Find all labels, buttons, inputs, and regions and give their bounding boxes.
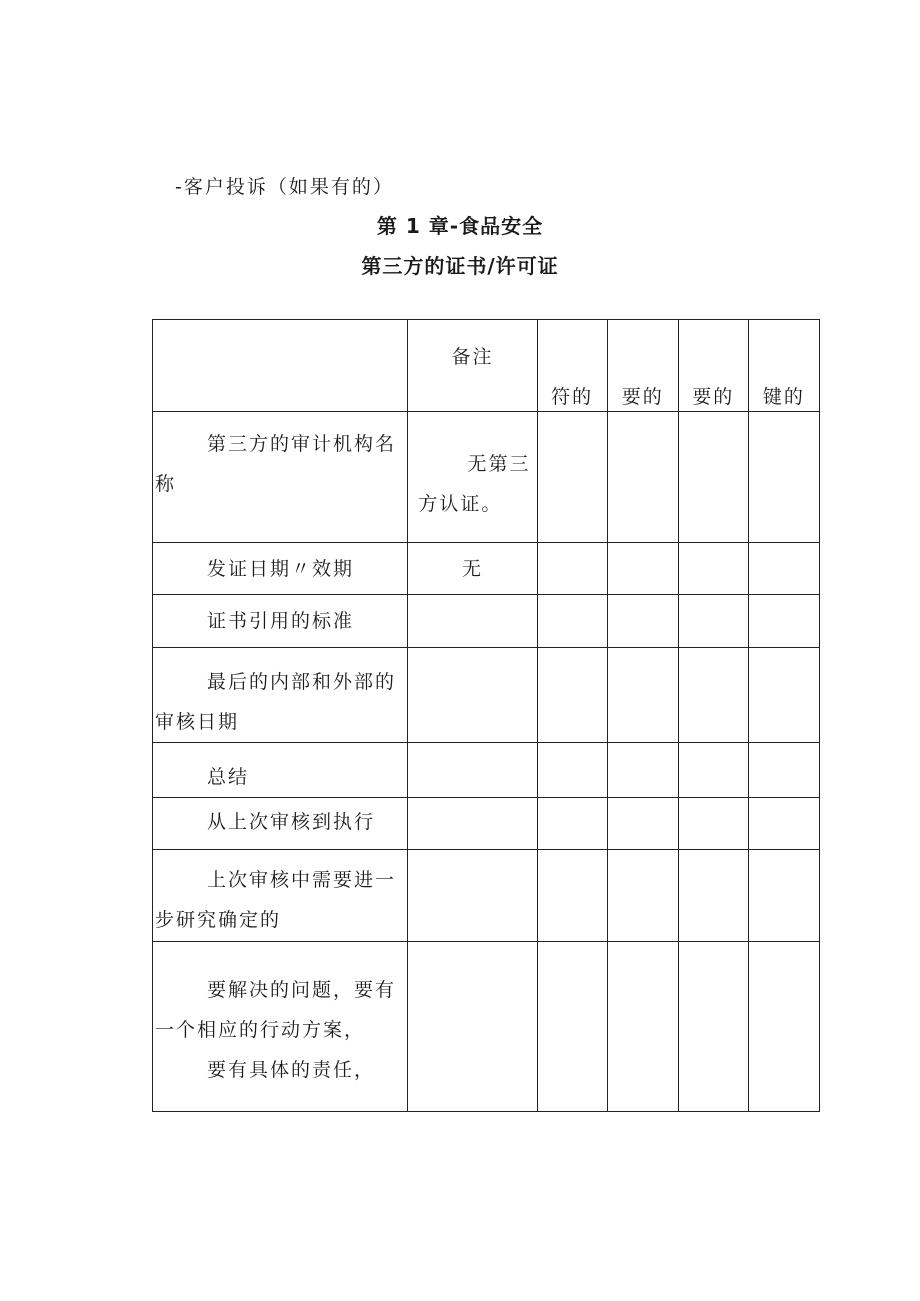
label-line: 称	[155, 473, 177, 495]
label-line: 审核日期	[155, 711, 240, 733]
row-label	[153, 412, 408, 543]
check-cell[interactable]	[537, 850, 607, 942]
check-cell[interactable]	[537, 595, 607, 648]
intro-line: -客户投诉（如果有的）	[175, 176, 394, 198]
table-row	[153, 798, 820, 850]
row-note[interactable]	[408, 743, 537, 798]
table-row	[153, 543, 820, 595]
check-cell[interactable]	[607, 850, 678, 942]
check-cell[interactable]	[748, 850, 819, 942]
header-column-4: 键的	[748, 320, 819, 412]
row-note[interactable]	[408, 850, 537, 942]
section-title: 第三方的证书/许可证	[361, 254, 559, 278]
table-header-row	[153, 320, 820, 412]
table-row	[153, 595, 820, 648]
label-line: 发证日期〃效期	[207, 558, 355, 580]
row-note[interactable]	[408, 595, 537, 648]
check-cell[interactable]	[748, 798, 819, 850]
check-cell[interactable]	[537, 798, 607, 850]
label-line: 证书引用的标准	[207, 610, 355, 632]
certificate-table	[152, 319, 820, 1112]
chapter-title: 第 1 章-食品安全	[376, 214, 544, 238]
check-cell[interactable]	[607, 743, 678, 798]
row-note	[408, 543, 537, 595]
check-cell[interactable]	[748, 942, 819, 1112]
row-note	[408, 412, 537, 543]
row-label	[153, 942, 408, 1112]
check-cell[interactable]	[678, 648, 748, 743]
check-cell[interactable]	[748, 412, 819, 543]
check-cell[interactable]	[748, 648, 819, 743]
label-line: 要有具体的责任，	[207, 1059, 376, 1081]
label-line: 上次审核中需要进一	[207, 869, 397, 891]
check-cell[interactable]	[537, 412, 607, 543]
row-label	[153, 743, 408, 798]
table-row	[153, 648, 820, 743]
label-line: 总结	[207, 766, 250, 788]
check-cell[interactable]	[748, 595, 819, 648]
table-row	[153, 850, 820, 942]
check-cell[interactable]	[607, 942, 678, 1112]
row-note[interactable]	[408, 798, 537, 850]
check-cell[interactable]	[678, 412, 748, 543]
row-label	[153, 595, 408, 648]
row-label	[153, 850, 408, 942]
check-cell[interactable]	[607, 798, 678, 850]
label-line: 第三方的审计机构名	[207, 433, 397, 455]
check-cell[interactable]	[678, 595, 748, 648]
check-cell[interactable]	[537, 648, 607, 743]
table-row	[153, 942, 820, 1112]
check-cell[interactable]	[537, 543, 607, 595]
label-line: 步研究确定的	[155, 909, 282, 931]
table-row	[153, 412, 820, 543]
row-note[interactable]	[408, 942, 537, 1112]
check-cell[interactable]	[607, 648, 678, 743]
check-cell[interactable]	[678, 850, 748, 942]
check-cell[interactable]	[678, 942, 748, 1112]
row-label	[153, 543, 408, 595]
label-line: 从上次审核到执行	[207, 811, 376, 833]
label-line: 一个相应的行动方案，	[155, 1019, 366, 1041]
header-label-cell	[153, 320, 408, 412]
header-column-2: 要的	[607, 320, 678, 412]
check-cell[interactable]	[537, 942, 607, 1112]
header-column-1: 符的	[537, 320, 607, 412]
check-cell[interactable]	[678, 543, 748, 595]
note-line: 无第三	[467, 453, 531, 475]
check-cell[interactable]	[537, 743, 607, 798]
check-cell[interactable]	[607, 543, 678, 595]
label-line: 要解决的问题，要有	[207, 979, 397, 1001]
header-column-3: 要的	[678, 320, 748, 412]
check-cell[interactable]	[607, 595, 678, 648]
note-line: 无	[461, 558, 483, 580]
row-note[interactable]	[408, 648, 537, 743]
note-line: 方认证。	[418, 493, 503, 515]
row-label	[153, 648, 408, 743]
table-row	[153, 743, 820, 798]
check-cell[interactable]	[748, 743, 819, 798]
check-cell[interactable]	[607, 412, 678, 543]
header-note-cell: 备注	[408, 320, 537, 412]
label-line: 最后的内部和外部的	[207, 671, 397, 693]
check-cell[interactable]	[748, 543, 819, 595]
row-label	[153, 798, 408, 850]
check-cell[interactable]	[678, 798, 748, 850]
check-cell[interactable]	[678, 743, 748, 798]
